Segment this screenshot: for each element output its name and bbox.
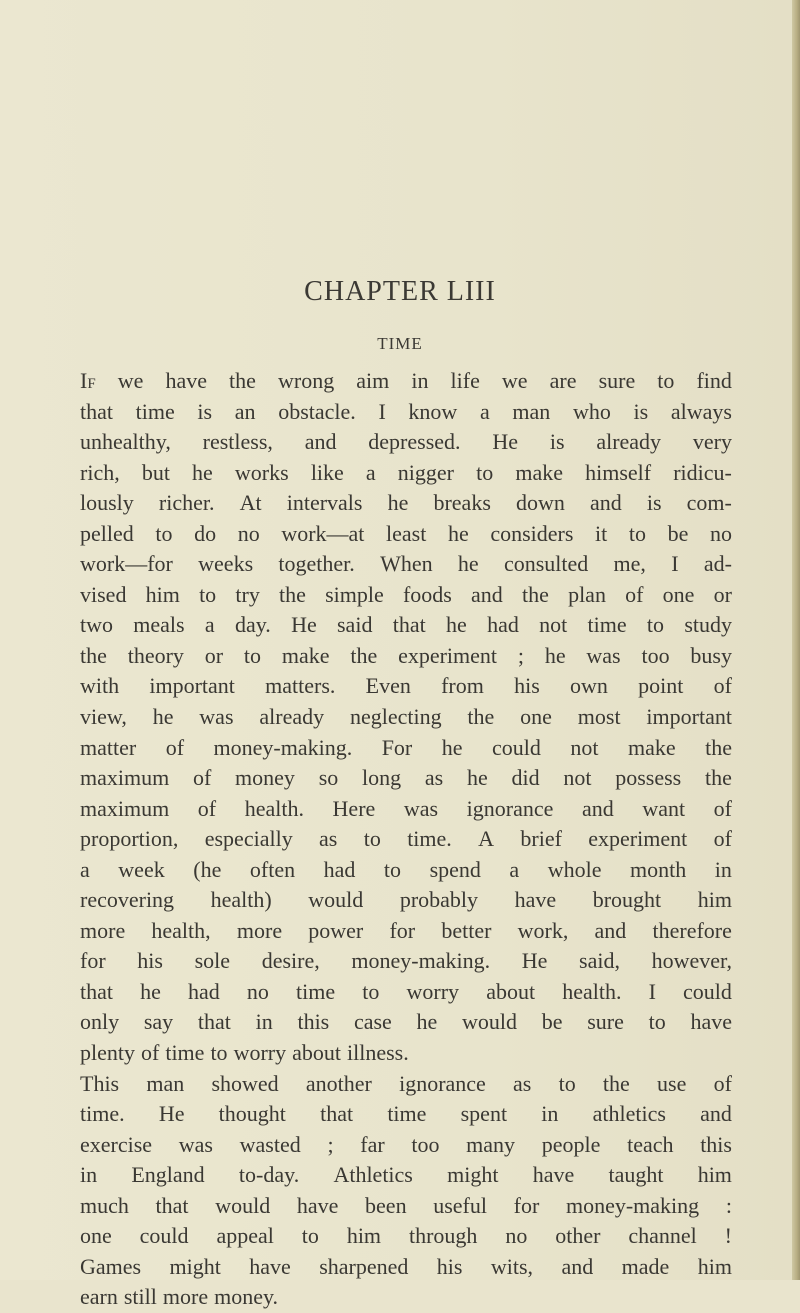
text-line: the theory or to make the experiment ; he was too busy [80, 642, 732, 668]
text-line: maximum of health. Here was ignorance and want of [80, 795, 732, 821]
chapter-heading: CHAPTER LIII [304, 276, 496, 307]
text-line: Games might have sharpened his wits, and made him [80, 1253, 732, 1279]
text-line: proportion, especially as to time. A brief experiment of [80, 826, 732, 852]
text-line: time. He thought that time spent in athletics and [80, 1101, 732, 1127]
text-line: unhealthy, restless, and depressed. He is already very [80, 429, 732, 455]
text-line: more health, more power for better work, and therefore [80, 917, 732, 943]
text-line: This man showed another ignorance as to the use of [80, 1070, 732, 1096]
text-line: lously richer. At intervals he breaks down and is com- [80, 490, 732, 516]
text-line: for his sole desire, money-making. He said, however, [80, 948, 732, 974]
text-line: plenty of time to worry about illness. [80, 1040, 409, 1066]
text-line: pelled to do no work—at least he considers it to be no [80, 520, 732, 546]
text-line: rich, but he works like a nigger to make himself ridicu- [80, 459, 732, 485]
text-line: two meals a day. He said that he had not time to study [80, 612, 732, 638]
text-line: with important matters. Even from his own point of [80, 673, 732, 699]
chapter-title: TIME [377, 334, 423, 353]
text-line: matter of money-making. For he could not make the [80, 734, 732, 760]
text-line: earn still more money. [80, 1284, 279, 1310]
text-line: only say that in this case he would be sure to have [80, 1009, 732, 1035]
text-line: a week (he often had to spend a whole month in [80, 856, 732, 882]
text-line: work—for weeks together. When he consulted me, I ad- [80, 551, 732, 577]
text-line: one could appeal to him through no other channel ! [80, 1223, 732, 1249]
text-line: vised him to try the simple foods and the plan of one or [80, 581, 732, 607]
text-line: If we have the wrong aim in life we are sure to find [80, 368, 732, 393]
text-line: in England to-day. Athletics might have taught him [80, 1162, 732, 1188]
text-line: recovering health) would probably have brought him [80, 887, 732, 913]
text-line: that time is an obstacle. I know a man who is always [80, 398, 732, 424]
text-line: that he had no time to worry about health. I could [80, 978, 732, 1004]
body-text [80, 366, 732, 1313]
page-edge [792, 0, 800, 1280]
text-line: much that would have been useful for money-making : [80, 1192, 732, 1218]
text-line: maximum of money so long as he did not possess the [80, 765, 732, 791]
text-line: view, he was already neglecting the one most important [80, 704, 732, 730]
text-line: exercise was wasted ; far too many people teach this [80, 1131, 732, 1157]
